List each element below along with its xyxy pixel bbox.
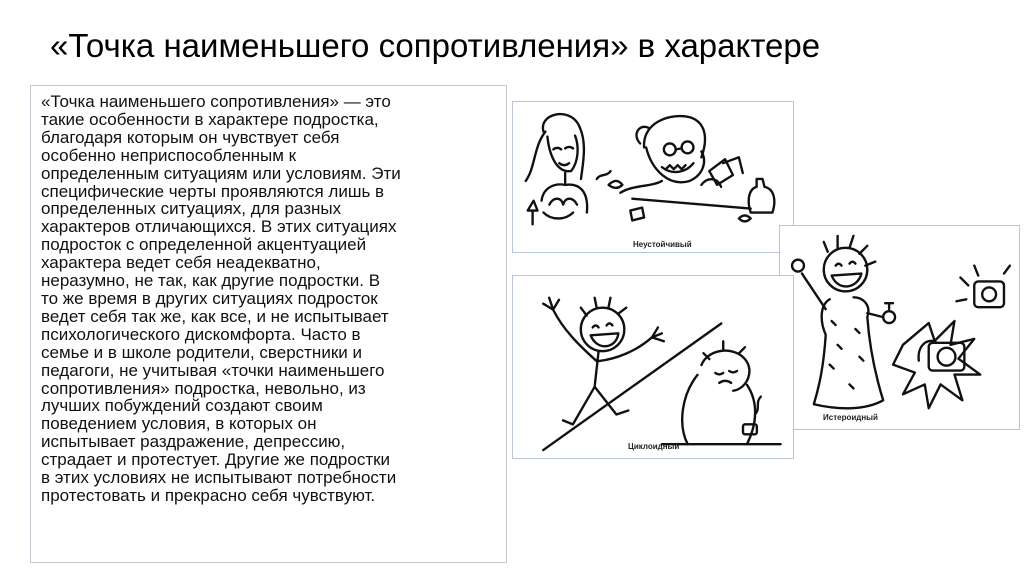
caption-unstable: Неустойчивый [633, 240, 692, 249]
unstable-type-drawing [513, 102, 793, 252]
cycloid-type-drawing [513, 276, 793, 458]
text-box [30, 85, 507, 563]
illustration-card-hysteroid [779, 225, 1020, 430]
illustration-card-cycloid [512, 275, 794, 459]
caption-hysteroid: Истероидный [823, 413, 878, 422]
slide-title: «Точка наименьшего сопротивления» в характере [50, 27, 821, 64]
illustration-card-unstable [512, 101, 794, 253]
hysteroid-type-drawing [780, 226, 1019, 429]
body-paragraph: «Точка наименьшего сопротивления» — это такие особенности в характере подростка, благодаря которым он чувствует себя особенно неприспособленным к определенным ситуациям или условиям. Эти специфические черты проявляются лишь в определенных ситуациях, для разных характеров отличающихся. В этих ситуациях подросток с определенной акцентуацией характера ведет себя неадекватно, неразумно, не так, как другие подростки. В то же время в других ситуациях подросток ведет себя так же, как все, и не испытывает психологического дискомфорта. Часто в семье и в школе родители, сверстники и педагоги, не учитывая «точки наименьшего сопротивления» подростка, невольно, из лучших побуждений создают своим поведением условия, в которых он испытывает раздражение, депрессию, страдает и протестует. Другие же подростки в этих условиях не испытывают потребности протестовать и прекрасно себя чувствуют. [41, 92, 401, 505]
caption-cycloid: Циклоидный [628, 442, 680, 451]
